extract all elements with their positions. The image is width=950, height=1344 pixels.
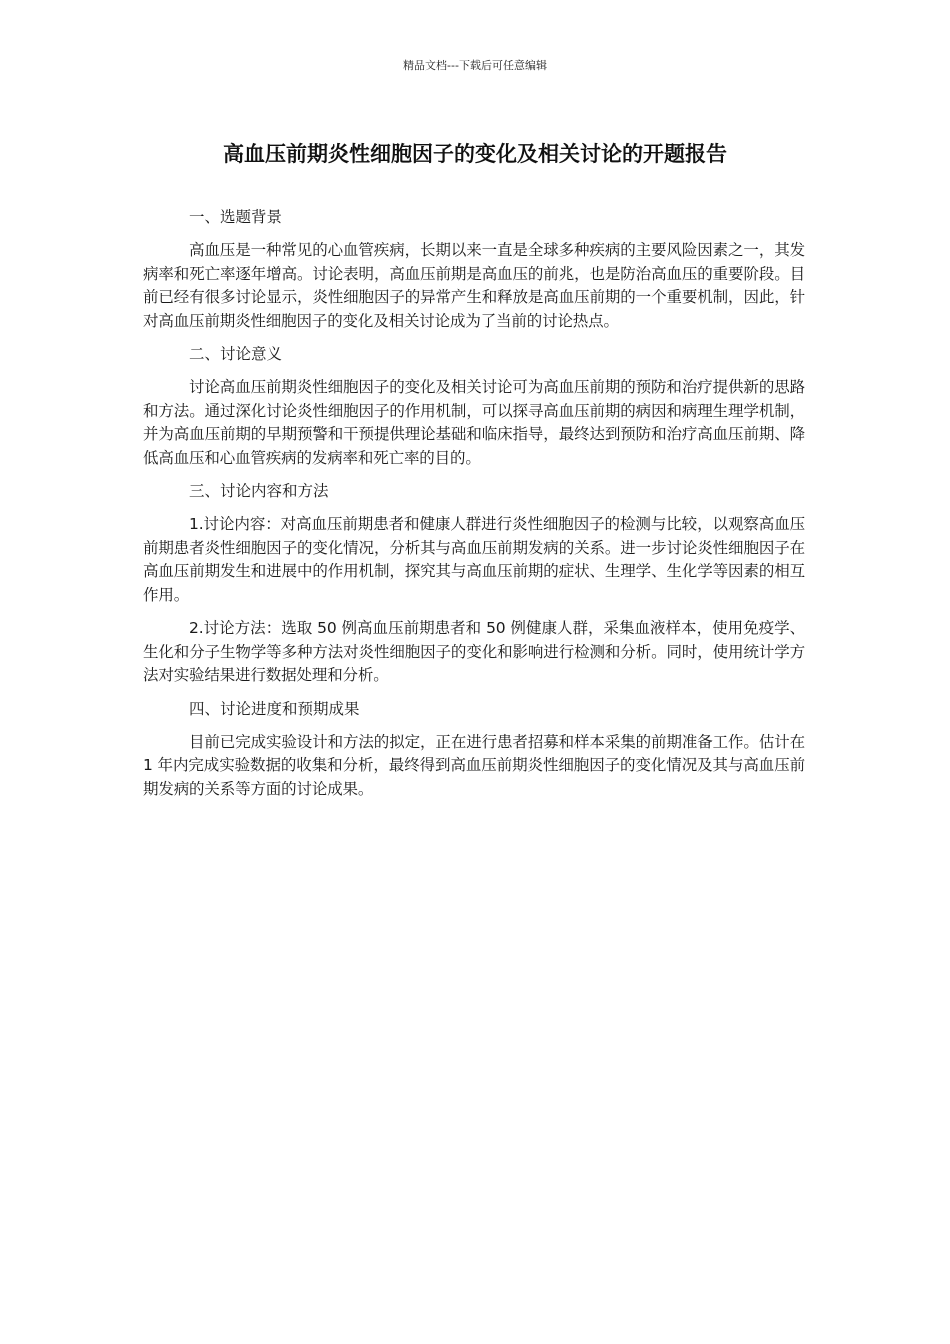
section-heading: 二、讨论意义 bbox=[189, 345, 283, 363]
section-heading: 一、选题背景 bbox=[189, 208, 283, 226]
section-heading: 三、讨论内容和方法 bbox=[189, 482, 329, 500]
paragraph: 目前已完成实验设计和方法的拟定，正在进行患者招募和样本采集的前期准备工作。估计在 1 年内完成实验数据的收集和分析，最终得到高血压前期炎性细胞因子的变化情况及其与高血压前期发病的关系等方面的讨论成果。 bbox=[143, 732, 805, 798]
section-significance bbox=[143, 343, 805, 470]
paragraph: 讨论高血压前期炎性细胞因子的变化及相关讨论可为高血压前期的预防和治疗提供新的思路和方法。通过深化讨论炎性细胞因子的作用机制，可以探寻高血压前期的病因和病理生理学机制，并为高血压前期的早期预警和干预提供理论基础和临床指导，最终达到预防和治疗高血压前期、降低高血压和心血管疾病的发病率和死亡率的目的。 bbox=[143, 378, 805, 467]
document-title: 高血压前期炎性细胞因子的变化及相关讨论的开题报告 bbox=[223, 142, 727, 166]
section-background bbox=[143, 206, 805, 333]
document-body bbox=[143, 206, 805, 811]
paragraph: 1.讨论内容：对高血压前期患者和健康人群进行炎性细胞因子的检测与比较，以观察高血压前期患者炎性细胞因子的变化情况，分析其与高血压前期发病的关系。进一步讨论炎性细胞因子在高血压前期发生和进展中的作用机制，探究其与高血压前期的症状、生理学、生化学等因素的相互作用。 bbox=[143, 515, 805, 604]
paragraph: 高血压是一种常见的心血管疾病，长期以来一直是全球多种疾病的主要风险因素之一，其发病率和死亡率逐年增高。讨论表明，高血压前期是高血压的前兆，也是防治高血压的重要阶段。目前已经有很多讨论显示，炎性细胞因子的异常产生和释放是高血压前期的一个重要机制，因此，针对高血压前期炎性细胞因子的变化及相关讨论成为了当前的讨论热点。 bbox=[143, 241, 805, 330]
section-heading: 四、讨论进度和预期成果 bbox=[189, 699, 360, 718]
section-content-methods bbox=[143, 480, 805, 688]
header-note: 精品文档---下载后可任意编辑 bbox=[403, 59, 547, 72]
paragraph: 2.讨论方法：选取 50 例高血压前期患者和 50 例健康人群，采集血液样本，使用免疫学、生化和分子生物学等多种方法对炎性细胞因子的变化和影响进行检测和分析。同时，使用统计学方法对实验结果进行数据处理和分析。 bbox=[143, 619, 805, 684]
section-progress-outcomes bbox=[143, 698, 805, 802]
